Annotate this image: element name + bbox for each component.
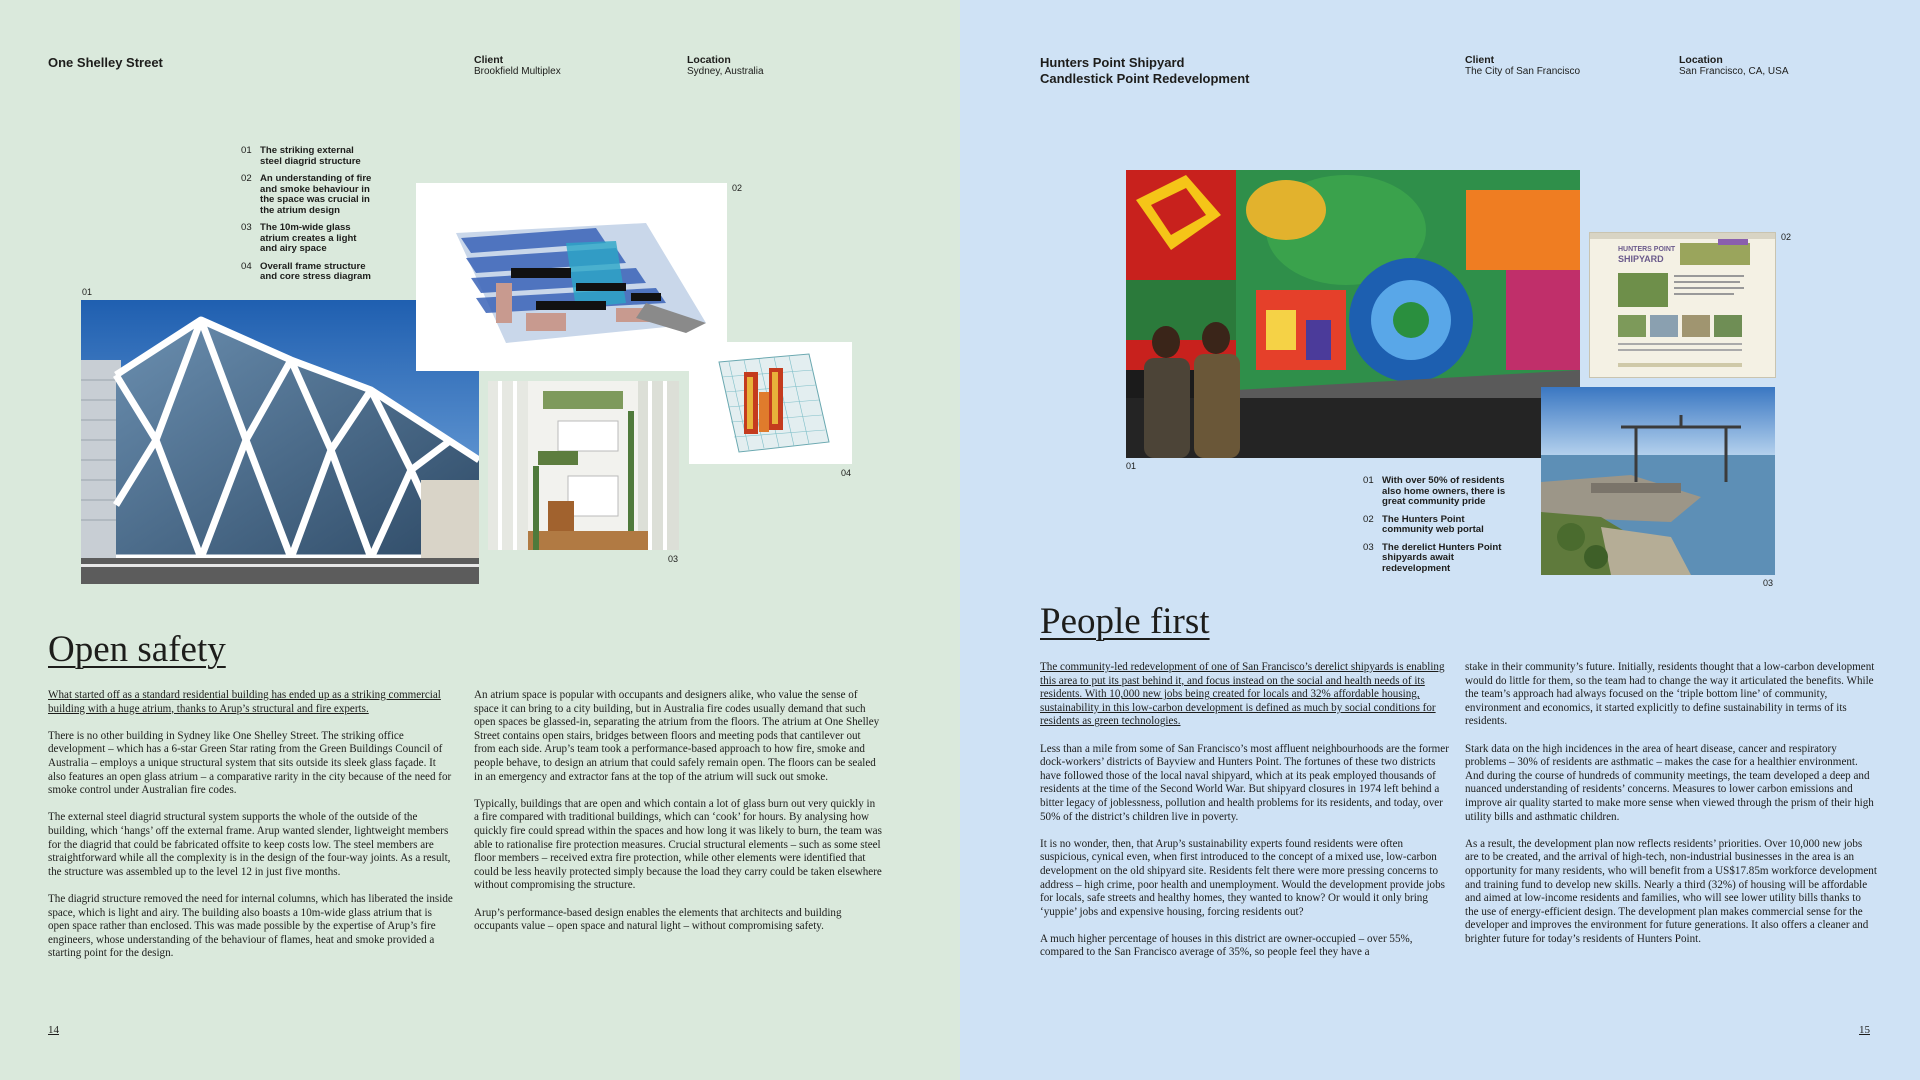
caption-item: 01 The striking external steel diagrid structure xyxy=(241,145,361,167)
lead-paragraph: The community-led redevelopment of one of San Francisco’s derelict shipyards is enabling this area to put its past behind it, and focus instead on the social and health needs of its residents. With 10,000 new jobs being created for locals and 32% affordable housing, sustainability in this low-carbon development is defined as much by social conditions for residents as green technologies. xyxy=(1040,661,1445,728)
article-column-1 xyxy=(1040,661,1452,974)
project-title-line-1: Hunters Point Shipyard xyxy=(1040,55,1185,70)
location-value: San Francisco, CA, USA xyxy=(1679,66,1789,77)
glass-atrium-photo xyxy=(488,381,679,550)
location-label: Location xyxy=(687,54,731,66)
body-paragraph: It is no wonder, then, that Arup’s sustainability experts found residents were often suspicious, cynical even, when first introduced to the concept of a mixed use, low-carbon development on the old shipyard site. Residents felt there were more pressing concerns to address – high crime, poor health and unemployment. Would the development provide jobs for locals, safe streets and healthy homes, they wanted to know? Or would it only bring ‘yuppie’ jobs and expensive housing, forcing residents out? xyxy=(1040,837,1445,918)
frame-structure-diagram xyxy=(689,342,852,464)
body-paragraph: An atrium space is popular with occupants and designers alike, who value the sense of space it can bring to a city building, but in Australia fire codes usually demand that such open spaces be glassed-in, separating the atrium from the floors. The atrium at One Shelley Street contains open stairs, bridges between floors and meeting pods that cantilever out from each side. Arup’s team took a performance-based approach to how fire, smoke and people behave, to design an atrium that could safely remain open. The floors can be sealed in an emergency and extractor fans at the top of the atrium will suck out smoke. xyxy=(474,689,880,783)
body-paragraph: Arup’s performance-based design enables the elements that architects and building occupants value – open space and natural light – without compromising safety. xyxy=(474,906,842,933)
article-headline: Open safety xyxy=(48,629,226,670)
location-value: Sydney, Australia xyxy=(687,66,764,77)
body-paragraph: There is no other building in Sydney like One Shelley Street. The striking office development – which has a 6-star Green Star rating from the Green Buildings Council of Australia – employs a unique structural system that sits outside its sleek glass façade. It also features an open glass atrium – a comparative rarity in the city because of the need for smoke control under Australian fire codes. xyxy=(48,729,452,797)
figure-number: 03 xyxy=(1763,578,1774,588)
figure-number: 03 xyxy=(668,554,679,564)
location-label: Location xyxy=(1679,54,1723,66)
page-number: 15 xyxy=(1859,1024,1870,1036)
body-paragraph: stake in their community’s future. Initially, residents thought that a low-carbon development would do little for them, so the team had to change the way it articulated the benefits. While the team’s approach had always focused on the ‘triple bottom line’ of community, environment and economics, it started explicitly to define sustainability in terms of its residents. xyxy=(1465,661,1875,728)
client-info xyxy=(1465,54,1580,78)
project-title-line-2: Candlestick Point Redevelopment xyxy=(1040,71,1250,86)
figure-number: 01 xyxy=(82,287,93,297)
client-label: Client xyxy=(474,54,504,66)
body-paragraph: The diagrid structure removed the need for internal columns, which has liberated the inside space, which is light and airy. The building also boasts a 10m-wide glass atrium that is open space rather than enclosed. This was made possible by the expertise of Arup’s fire engineers, whose understanding of the behaviour of flames, heat and smoke provided a starting point for the design. xyxy=(48,892,453,960)
project-title: One Shelley Street xyxy=(48,55,163,70)
body-paragraph: Typically, buildings that are open and which contain a lot of glass burn out very quickly in a fire compared with traditional buildings, which can ‘cook’ for hours. By analysing how quickly fire could spread within the spaces and how long it was likely to burn, the team was able to rationalise fire protection measures. Crucial structural elements – such as some steel floor members – received extra fire protection, while other elements were identified that could be less heavily protected simply because the load they carry could be taken elsewhere without compromising the structure. xyxy=(474,797,882,892)
figure-number: 02 xyxy=(1781,232,1792,242)
caption-item: 03 The derelict Hunters Point shipyards await redevelopment xyxy=(1363,541,1502,574)
client-value: Brookfield Multiplex xyxy=(474,66,561,77)
body-paragraph: Less than a mile from some of San Francisco’s most affluent neighbourhoods are the former dock-workers’ districts of Bayview and Hunters Point. The fortunes of these two districts have followed those of the local naval shipyard, which at its peak employed thousands of residents at the time of the Second World War. But shipyard closures in 1974 left behind a bitter legacy of joblessness, pollution and health problems for its residents, and today, over 50% of the district’s children live in poverty. xyxy=(1040,742,1449,823)
body-paragraph: Stark data on the high incidences in the area of heart disease, cancer and respiratory problems – 30% of residents are asthmatic – makes the case for a healthier environment. And during the course of hundreds of community meetings, the team developed a deep and nuanced understanding of residents’ concerns. Measures to lower carbon emissions and improve air quality started to make more sense when viewed through the prism of their high utility bills and asthmatic children. xyxy=(1465,742,1874,823)
caption-item: 02 An understanding of fire and smoke behaviour in the space was crucial in the atrium design xyxy=(241,173,372,216)
article-column-2 xyxy=(474,689,882,947)
body-paragraph: As a result, the development plan now reflects residents’ priorities. Over 10,000 new jobs are to be created, and the arrival of high-tech, non-industrial businesses in the area is an opportunity for many residents, who will benefit from a US$17.85m workforce development and training fund to develop new skills. Nearly a third (32%) of housing will be affordable and aimed at low-income residents and families, who will see lower utility bills thanks to the use of energy-efficient design. The development plan makes commercial sense for the developer and improves the environment for future generations. It also offers a cleaner and brighter future for today’s residents of Hunters Point. xyxy=(1465,837,1877,945)
location-info xyxy=(1679,54,1788,78)
community-web-portal-screenshot xyxy=(1589,232,1776,378)
client-value: The City of San Francisco xyxy=(1465,66,1581,77)
shipyard-aerial-photo xyxy=(1541,387,1775,575)
client-info xyxy=(474,54,561,78)
body-paragraph: The external steel diagrid structural system supports the whole of the outside of the building, which ‘hangs’ off the external frame. Arup wanted slender, lightweight members for the diagrid that could be fabricated offsite to keep costs low. The steel members are straightforward while all the complexity is in the design of the four-way joints. As a result, the structure was assembled up to the level 12 in just five months. xyxy=(48,811,451,878)
project-title xyxy=(1040,55,1250,87)
figure-captions xyxy=(1363,476,1515,581)
caption-item: 03 The 10m-wide glass atrium creates a light and airy space xyxy=(241,222,357,254)
article-column-2 xyxy=(1465,661,1877,960)
figure-number: 04 xyxy=(841,468,852,478)
article-headline: People first xyxy=(1040,601,1210,642)
fire-smoke-analysis-image xyxy=(416,183,727,371)
caption-item: 04 Overall frame structure and core stress diagram xyxy=(241,260,371,282)
location-info xyxy=(687,54,764,78)
caption-item: 02 The Hunters Point community web portal xyxy=(1363,513,1484,535)
right-page xyxy=(960,0,1920,1080)
figure-number: 01 xyxy=(1126,461,1137,471)
article-column-1 xyxy=(48,689,456,974)
client-label: Client xyxy=(1465,54,1495,66)
lead-paragraph: What started off as a standard residential building has ended up as a striking commercial building with a huge atrium, thanks to Arup’s structural and fire experts. xyxy=(48,689,441,715)
figure-captions xyxy=(241,146,373,290)
page-number: 14 xyxy=(48,1024,59,1036)
figure-number: 02 xyxy=(732,183,743,193)
community-mural-photo xyxy=(1126,170,1580,458)
caption-item: 01 With over 50% of residents also home owners, there is great community pride xyxy=(1363,475,1506,507)
body-paragraph: A much higher percentage of houses in this district are owner-occupied – over 55%, compared to the San Francisco average of 35%, so people feel they have a xyxy=(1040,932,1413,959)
web-portal-logo: HUNTERS POINT SHIPYARD xyxy=(1618,246,1676,264)
